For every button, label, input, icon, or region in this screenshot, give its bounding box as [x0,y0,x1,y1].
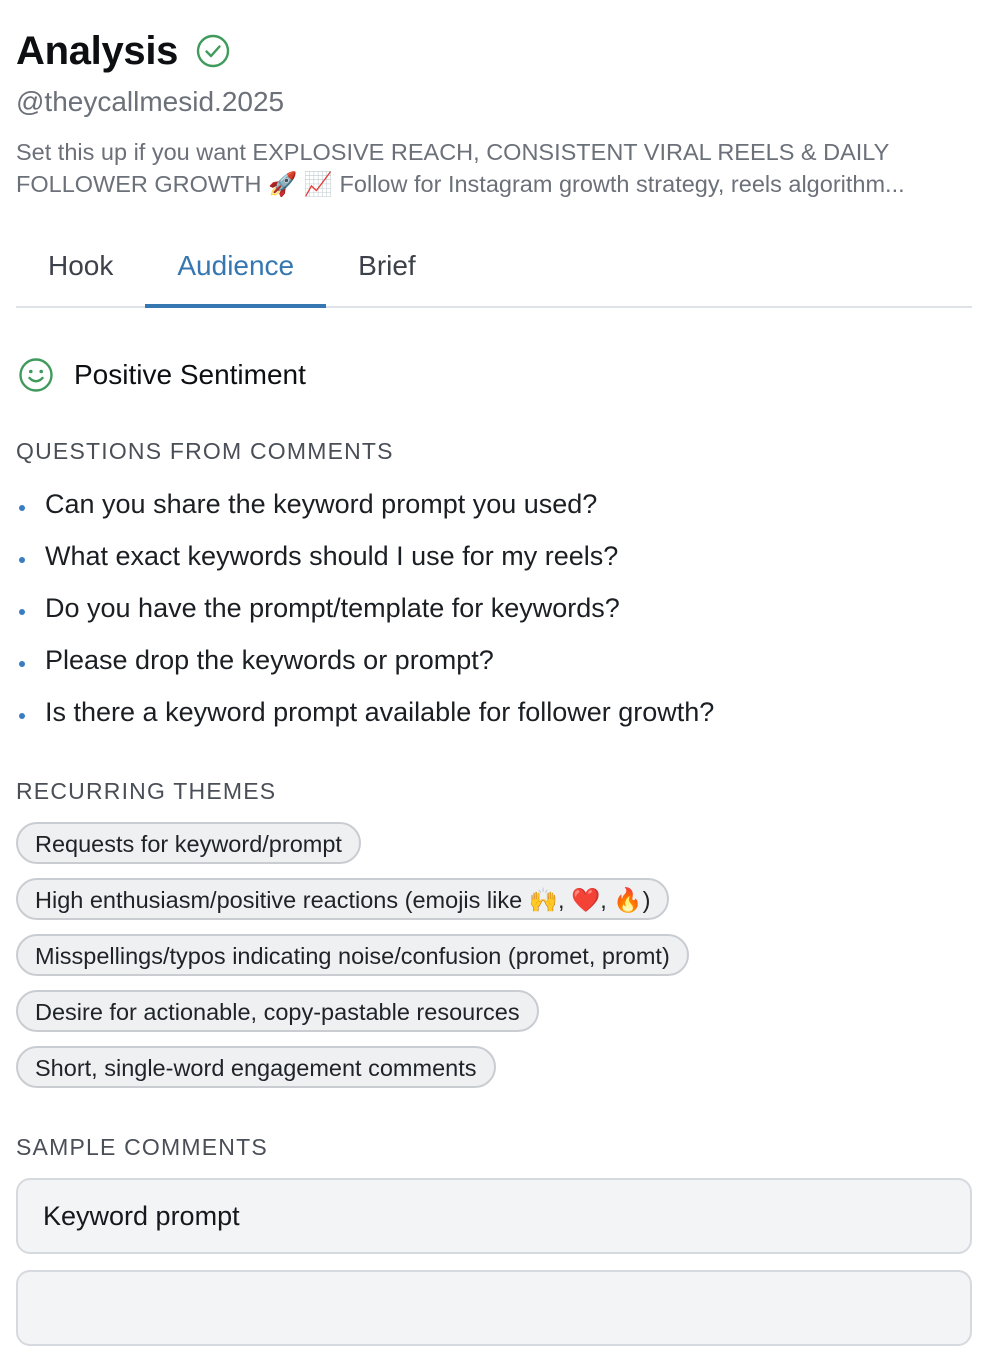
theme-chip: Desire for actionable, copy-pastable resources [16,990,539,1032]
themes-heading: RECURRING THEMES [16,778,277,804]
list-item [16,686,714,738]
sentiment-indicator [18,356,306,394]
theme-chip: Misspellings/typos indicating noise/confusion (promet, promt) [16,934,689,976]
check-circle-icon [196,34,230,68]
title-row [16,26,230,76]
tab-audience[interactable]: Audience [145,236,326,306]
bullet-icon [19,505,25,511]
list-item [16,530,714,582]
smile-icon [18,357,54,393]
question-text: Do you have the prompt/template for keywords? [45,592,620,623]
page-title: Analysis [16,28,179,73]
sample-comments-list [16,1178,972,1362]
theme-chip: High enthusiasm/positive reactions (emojis like 🙌, ❤️, 🔥) [16,878,669,920]
bullet-icon [19,557,25,563]
question-text: Can you share the keyword prompt you used? [45,488,598,519]
question-text: What exact keywords should I use for my reels? [45,540,619,571]
sentiment-label: Positive Sentiment [74,359,306,390]
tab-brief[interactable]: Brief [358,250,416,281]
account-bio: Set this up if you want EXPLOSIVE REACH, CONSISTENT VIRAL REELS & DAILY FOLLOWER GROWTH 🚀 📈 Follow for Instagram growth strategy, reels algorithm... [16,139,905,197]
comment-card [16,1270,972,1346]
bullet-icon [19,713,25,719]
list-item [16,634,714,686]
theme-chip: Short, single-word engagement comments [16,1046,496,1088]
themes-chip-list [16,822,972,1102]
list-item [16,582,714,634]
tab-bar [16,236,972,308]
question-text: Is there a keyword prompt available for follower growth? [45,696,715,727]
questions-heading: QUESTIONS FROM COMMENTS [16,438,394,464]
list-item [16,478,714,530]
tab-hook[interactable]: Hook [48,250,114,281]
comments-heading: SAMPLE COMMENTS [16,1134,268,1160]
bullet-icon [19,661,25,667]
account-handle: @theycallmesid.2025 [16,86,285,117]
comment-card: Keyword prompt [16,1178,972,1254]
bullet-icon [19,609,25,615]
question-text: Please drop the keywords or prompt? [45,644,494,675]
theme-chip: Requests for keyword/prompt [16,822,361,864]
questions-list [16,478,714,738]
